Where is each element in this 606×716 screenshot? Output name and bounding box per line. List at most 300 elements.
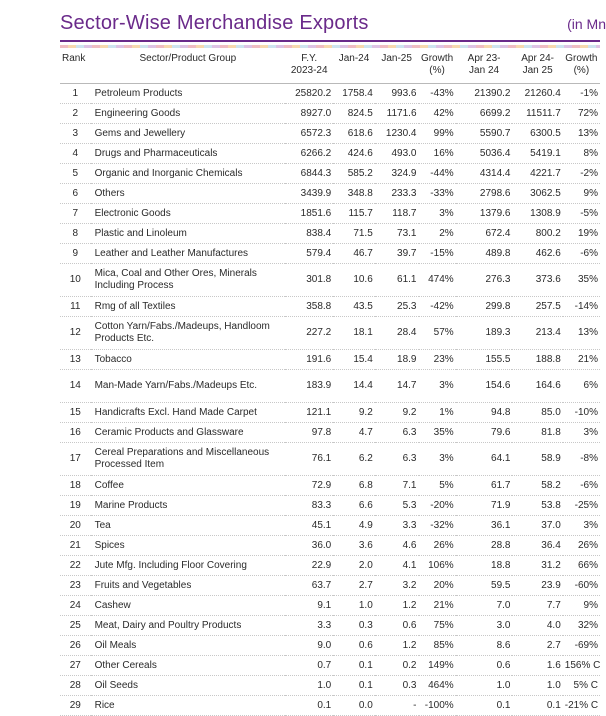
table-row	[60, 696, 600, 716]
fy-2023-24-cell: 0.7	[285, 656, 333, 676]
table-row	[60, 596, 600, 616]
apr23-jan24-cell: 64.1	[456, 443, 513, 476]
apr23-jan24-cell: 59.5	[456, 576, 513, 596]
growth-monthly-cell: 149%	[419, 656, 456, 676]
jan-25-cell: 73.1	[375, 224, 419, 244]
page-title: Sector-Wise Merchandise Exports	[60, 12, 369, 34]
jan-25-cell: 3.2	[375, 576, 419, 596]
growth-monthly-cell: 474%	[419, 264, 456, 297]
jan-24-cell: 0.6	[333, 636, 375, 656]
fy-2023-24-cell: 83.3	[285, 496, 333, 516]
rank-cell: 2	[60, 104, 91, 124]
growth-monthly-cell: -43%	[419, 84, 456, 104]
growth-cumulative-cell: 66%	[563, 556, 600, 576]
jan-25-cell: 18.9	[375, 350, 419, 370]
fy-2023-24-cell: 227.2	[285, 317, 333, 350]
growth-monthly-cell: 5%	[419, 476, 456, 496]
growth-cumulative-cell: 3%	[563, 516, 600, 536]
jan-25-cell: 7.1	[375, 476, 419, 496]
growth-cumulative-cell: -69%	[563, 636, 600, 656]
rank-cell: 8	[60, 224, 91, 244]
growth-monthly-cell: 2%	[419, 224, 456, 244]
sector-cell: Oil Meals	[91, 636, 286, 656]
apr24-jan25-cell: 1308.9	[512, 204, 562, 224]
apr24-jan25-cell: 188.8	[512, 350, 562, 370]
apr24-jan25-cell: 257.5	[512, 297, 562, 317]
fy-2023-24-cell: 9.1	[285, 596, 333, 616]
fy-2023-24-cell: 63.7	[285, 576, 333, 596]
sector-cell: Ceramic Products and Glassware	[91, 423, 286, 443]
growth-cumulative-cell: 8%	[563, 144, 600, 164]
fy-2023-24-cell: 22.9	[285, 556, 333, 576]
jan-25-cell: 61.1	[375, 264, 419, 297]
growth-cumulative-cell: -5%	[563, 204, 600, 224]
apr24-jan25-cell: 164.6	[512, 370, 562, 403]
fy-2023-24-cell: 1.0	[285, 676, 333, 696]
jan-24-cell: 0.1	[333, 676, 375, 696]
apr24-jan25-cell: 3062.5	[512, 184, 562, 204]
sector-cell: Coffee	[91, 476, 286, 496]
growth-monthly-cell: 3%	[419, 443, 456, 476]
rank-cell: 29	[60, 696, 91, 716]
apr24-jan25-cell: 36.4	[512, 536, 562, 556]
sector-cell: Others	[91, 184, 286, 204]
growth-monthly-cell: 464%	[419, 676, 456, 696]
fy-2023-24-cell: 358.8	[285, 297, 333, 317]
apr23-jan24-cell: 94.8	[456, 403, 513, 423]
growth-cumulative-cell: -1%	[563, 84, 600, 104]
apr24-jan25-cell: 1.6	[512, 656, 562, 676]
growth-monthly-cell: 35%	[419, 423, 456, 443]
growth-monthly-cell: 23%	[419, 350, 456, 370]
growth-cumulative-cell: 9%	[563, 184, 600, 204]
jan-24-cell: 71.5	[333, 224, 375, 244]
table-row	[60, 443, 600, 476]
jan-25-cell: 3.3	[375, 516, 419, 536]
header-growth-monthly: Growth (%)	[419, 50, 456, 84]
rank-cell: 25	[60, 616, 91, 636]
table-body	[60, 84, 600, 716]
jan-24-cell: 115.7	[333, 204, 375, 224]
jan-25-cell: -	[375, 696, 419, 716]
rank-cell: 15	[60, 403, 91, 423]
header-row	[60, 50, 600, 84]
apr23-jan24-cell: 71.9	[456, 496, 513, 516]
apr23-jan24-cell: 4314.4	[456, 164, 513, 184]
growth-cumulative-cell: 6%	[563, 370, 600, 403]
apr24-jan25-cell: 58.2	[512, 476, 562, 496]
sector-cell: Engineering Goods	[91, 104, 286, 124]
jan-24-cell: 10.6	[333, 264, 375, 297]
fy-2023-24-cell: 3.3	[285, 616, 333, 636]
jan-25-cell: 118.7	[375, 204, 419, 224]
fy-2023-24-cell: 45.1	[285, 516, 333, 536]
sector-cell: Petroleum Products	[91, 84, 286, 104]
growth-cumulative-cell: 3%	[563, 423, 600, 443]
fy-2023-24-cell: 6266.2	[285, 144, 333, 164]
rank-cell: 28	[60, 676, 91, 696]
sector-cell: Spices	[91, 536, 286, 556]
apr23-jan24-cell: 5590.7	[456, 124, 513, 144]
rank-cell: 20	[60, 516, 91, 536]
table-row	[60, 676, 600, 696]
growth-monthly-cell: 57%	[419, 317, 456, 350]
jan-24-cell: 1758.4	[333, 84, 375, 104]
jan-24-cell: 0.3	[333, 616, 375, 636]
apr24-jan25-cell: 53.8	[512, 496, 562, 516]
fy-2023-24-cell: 6844.3	[285, 164, 333, 184]
fy-2023-24-cell: 121.1	[285, 403, 333, 423]
growth-cumulative-cell: -60%	[563, 576, 600, 596]
apr23-jan24-cell: 28.8	[456, 536, 513, 556]
apr24-jan25-cell: 373.6	[512, 264, 562, 297]
jan-25-cell: 1.2	[375, 596, 419, 616]
jan-24-cell: 585.2	[333, 164, 375, 184]
table-row	[60, 244, 600, 264]
jan-24-cell: 6.8	[333, 476, 375, 496]
table-row	[60, 536, 600, 556]
apr24-jan25-cell: 21260.4	[512, 84, 562, 104]
sector-cell: Other Cereals	[91, 656, 286, 676]
growth-cumulative-cell: 156% C	[563, 656, 600, 676]
growth-monthly-cell: 42%	[419, 104, 456, 124]
jan-24-cell: 14.4	[333, 370, 375, 403]
growth-cumulative-cell: 32%	[563, 616, 600, 636]
fy-2023-24-cell: 579.4	[285, 244, 333, 264]
rank-cell: 26	[60, 636, 91, 656]
table-row	[60, 556, 600, 576]
rank-cell: 14	[60, 370, 91, 403]
rank-cell: 1	[60, 84, 91, 104]
sector-cell: Electronic Goods	[91, 204, 286, 224]
unit-label: (in Mn	[567, 16, 606, 32]
jan-24-cell: 6.6	[333, 496, 375, 516]
growth-monthly-cell: 75%	[419, 616, 456, 636]
sector-cell: Cotton Yarn/Fabs./Madeups, Handloom Products Etc.	[91, 317, 286, 350]
header-apr23-jan24: Apr 23- Jan 24	[456, 50, 513, 84]
table-row	[60, 636, 600, 656]
rank-cell: 23	[60, 576, 91, 596]
table-row	[60, 84, 600, 104]
growth-cumulative-cell: 72%	[563, 104, 600, 124]
jan-25-cell: 0.6	[375, 616, 419, 636]
apr24-jan25-cell: 58.9	[512, 443, 562, 476]
fy-2023-24-cell: 97.8	[285, 423, 333, 443]
apr24-jan25-cell: 800.2	[512, 224, 562, 244]
apr24-jan25-cell: 213.4	[512, 317, 562, 350]
growth-monthly-cell: 21%	[419, 596, 456, 616]
apr23-jan24-cell: 276.3	[456, 264, 513, 297]
growth-monthly-cell: 106%	[419, 556, 456, 576]
jan-25-cell: 0.3	[375, 676, 419, 696]
fy-2023-24-cell: 76.1	[285, 443, 333, 476]
apr24-jan25-cell: 2.7	[512, 636, 562, 656]
sector-cell: Rice	[91, 696, 286, 716]
jan-24-cell: 618.6	[333, 124, 375, 144]
table-row	[60, 184, 600, 204]
jan-25-cell: 9.2	[375, 403, 419, 423]
header-growth-cumulative: Growth (%)	[563, 50, 600, 84]
fy-2023-24-cell: 1851.6	[285, 204, 333, 224]
sector-cell: Organic and Inorganic Chemicals	[91, 164, 286, 184]
apr24-jan25-cell: 462.6	[512, 244, 562, 264]
table-row	[60, 496, 600, 516]
jan-25-cell: 6.3	[375, 443, 419, 476]
apr23-jan24-cell: 299.8	[456, 297, 513, 317]
jan-25-cell: 6.3	[375, 423, 419, 443]
table-row	[60, 204, 600, 224]
growth-monthly-cell: 26%	[419, 536, 456, 556]
rank-cell: 11	[60, 297, 91, 317]
fy-2023-24-cell: 72.9	[285, 476, 333, 496]
rank-cell: 16	[60, 423, 91, 443]
jan-25-cell: 25.3	[375, 297, 419, 317]
apr23-jan24-cell: 2798.6	[456, 184, 513, 204]
sector-cell: Marine Products	[91, 496, 286, 516]
growth-cumulative-cell: 9%	[563, 596, 600, 616]
jan-25-cell: 324.9	[375, 164, 419, 184]
rank-cell: 19	[60, 496, 91, 516]
sector-cell: Gems and Jewellery	[91, 124, 286, 144]
apr24-jan25-cell: 31.2	[512, 556, 562, 576]
sector-cell: Plastic and Linoleum	[91, 224, 286, 244]
jan-25-cell: 28.4	[375, 317, 419, 350]
apr23-jan24-cell: 7.0	[456, 596, 513, 616]
fy-2023-24-cell: 6572.3	[285, 124, 333, 144]
growth-monthly-cell: 3%	[419, 370, 456, 403]
growth-monthly-cell: 20%	[419, 576, 456, 596]
jan-24-cell: 4.9	[333, 516, 375, 536]
jan-24-cell: 6.2	[333, 443, 375, 476]
table-row	[60, 656, 600, 676]
title-underline	[60, 40, 600, 42]
jan-25-cell: 5.3	[375, 496, 419, 516]
apr23-jan24-cell: 189.3	[456, 317, 513, 350]
sector-cell: Tobacco	[91, 350, 286, 370]
apr23-jan24-cell: 0.1	[456, 696, 513, 716]
growth-cumulative-cell: -21% C	[563, 696, 600, 716]
table-row	[60, 576, 600, 596]
growth-monthly-cell: 1%	[419, 403, 456, 423]
table-row	[60, 264, 600, 297]
table-row	[60, 317, 600, 350]
rank-cell: 17	[60, 443, 91, 476]
table-row	[60, 124, 600, 144]
apr23-jan24-cell: 489.8	[456, 244, 513, 264]
apr23-jan24-cell: 1379.6	[456, 204, 513, 224]
apr23-jan24-cell: 155.5	[456, 350, 513, 370]
sector-cell: Tea	[91, 516, 286, 536]
jan-24-cell: 348.8	[333, 184, 375, 204]
title-bar	[60, 10, 606, 40]
fy-2023-24-cell: 301.8	[285, 264, 333, 297]
growth-cumulative-cell: -25%	[563, 496, 600, 516]
apr24-jan25-cell: 7.7	[512, 596, 562, 616]
apr23-jan24-cell: 79.6	[456, 423, 513, 443]
header-sector: Sector/Product Group	[91, 50, 286, 84]
growth-cumulative-cell: 21%	[563, 350, 600, 370]
jan-24-cell: 43.5	[333, 297, 375, 317]
growth-cumulative-cell: -14%	[563, 297, 600, 317]
apr24-jan25-cell: 4.0	[512, 616, 562, 636]
sector-cell: Drugs and Pharmaceuticals	[91, 144, 286, 164]
apr23-jan24-cell: 3.0	[456, 616, 513, 636]
apr23-jan24-cell: 21390.2	[456, 84, 513, 104]
header-fy: F.Y. 2023-24	[285, 50, 333, 84]
growth-cumulative-cell: -2%	[563, 164, 600, 184]
table-row	[60, 350, 600, 370]
jan-24-cell: 3.6	[333, 536, 375, 556]
apr24-jan25-cell: 23.9	[512, 576, 562, 596]
apr24-jan25-cell: 5419.1	[512, 144, 562, 164]
header-rank: Rank	[60, 50, 91, 84]
table-row	[60, 104, 600, 124]
apr24-jan25-cell: 85.0	[512, 403, 562, 423]
sector-cell: Handicrafts Excl. Hand Made Carpet	[91, 403, 286, 423]
growth-monthly-cell: -32%	[419, 516, 456, 536]
apr24-jan25-cell: 6300.5	[512, 124, 562, 144]
sector-cell: Oil Seeds	[91, 676, 286, 696]
table-row	[60, 224, 600, 244]
table-row	[60, 403, 600, 423]
apr23-jan24-cell: 672.4	[456, 224, 513, 244]
jan-24-cell: 46.7	[333, 244, 375, 264]
jan-24-cell: 0.0	[333, 696, 375, 716]
rank-cell: 7	[60, 204, 91, 224]
table-row	[60, 370, 600, 403]
jan-25-cell: 39.7	[375, 244, 419, 264]
fy-2023-24-cell: 0.1	[285, 696, 333, 716]
jan-25-cell: 1.2	[375, 636, 419, 656]
growth-monthly-cell: -15%	[419, 244, 456, 264]
jan-25-cell: 14.7	[375, 370, 419, 403]
growth-cumulative-cell: 26%	[563, 536, 600, 556]
growth-monthly-cell: -44%	[419, 164, 456, 184]
apr24-jan25-cell: 0.1	[512, 696, 562, 716]
jan-24-cell: 4.7	[333, 423, 375, 443]
rank-cell: 22	[60, 556, 91, 576]
rank-cell: 5	[60, 164, 91, 184]
fy-2023-24-cell: 25820.2	[285, 84, 333, 104]
jan-24-cell: 1.0	[333, 596, 375, 616]
apr24-jan25-cell: 37.0	[512, 516, 562, 536]
apr23-jan24-cell: 6699.2	[456, 104, 513, 124]
rank-cell: 13	[60, 350, 91, 370]
apr23-jan24-cell: 61.7	[456, 476, 513, 496]
table-row	[60, 423, 600, 443]
growth-monthly-cell: 99%	[419, 124, 456, 144]
apr23-jan24-cell: 18.8	[456, 556, 513, 576]
rank-cell: 12	[60, 317, 91, 350]
jan-24-cell: 424.6	[333, 144, 375, 164]
fy-2023-24-cell: 183.9	[285, 370, 333, 403]
apr23-jan24-cell: 0.6	[456, 656, 513, 676]
rank-cell: 18	[60, 476, 91, 496]
sector-cell: Mica, Coal and Other Ores, Minerals Including Process	[91, 264, 286, 297]
jan-25-cell: 1230.4	[375, 124, 419, 144]
sector-cell: Rmg of all Textiles	[91, 297, 286, 317]
jan-25-cell: 1171.6	[375, 104, 419, 124]
rank-cell: 10	[60, 264, 91, 297]
sector-cell: Fruits and Vegetables	[91, 576, 286, 596]
jan-25-cell: 233.3	[375, 184, 419, 204]
jan-25-cell: 493.0	[375, 144, 419, 164]
table-row	[60, 297, 600, 317]
growth-cumulative-cell: 19%	[563, 224, 600, 244]
sector-cell: Leather and Leather Manufactures	[91, 244, 286, 264]
fy-2023-24-cell: 8927.0	[285, 104, 333, 124]
growth-cumulative-cell: -6%	[563, 244, 600, 264]
fy-2023-24-cell: 3439.9	[285, 184, 333, 204]
jan-25-cell: 4.1	[375, 556, 419, 576]
sector-cell: Man-Made Yarn/Fabs./Madeups Etc.	[91, 370, 286, 403]
header-apr24-jan25: Apr 24- Jan 25	[512, 50, 562, 84]
growth-monthly-cell: 85%	[419, 636, 456, 656]
jan-24-cell: 2.0	[333, 556, 375, 576]
rank-cell: 9	[60, 244, 91, 264]
growth-monthly-cell: 3%	[419, 204, 456, 224]
table-row	[60, 616, 600, 636]
jan-25-cell: 0.2	[375, 656, 419, 676]
growth-cumulative-cell: 13%	[563, 317, 600, 350]
fy-2023-24-cell: 36.0	[285, 536, 333, 556]
growth-monthly-cell: -42%	[419, 297, 456, 317]
sector-cell: Meat, Dairy and Poultry Products	[91, 616, 286, 636]
decorative-dotted-rule	[60, 45, 600, 48]
jan-24-cell: 15.4	[333, 350, 375, 370]
apr23-jan24-cell: 36.1	[456, 516, 513, 536]
rank-cell: 4	[60, 144, 91, 164]
rank-cell: 24	[60, 596, 91, 616]
apr23-jan24-cell: 8.6	[456, 636, 513, 656]
fy-2023-24-cell: 9.0	[285, 636, 333, 656]
fy-2023-24-cell: 838.4	[285, 224, 333, 244]
jan-25-cell: 993.6	[375, 84, 419, 104]
fy-2023-24-cell: 191.6	[285, 350, 333, 370]
jan-24-cell: 18.1	[333, 317, 375, 350]
growth-cumulative-cell: -6%	[563, 476, 600, 496]
growth-cumulative-cell: 5% C	[563, 676, 600, 696]
sector-cell: Cereal Preparations and Miscellaneous Processed Item	[91, 443, 286, 476]
apr23-jan24-cell: 154.6	[456, 370, 513, 403]
exports-table	[60, 50, 600, 716]
header-jan24: Jan-24	[333, 50, 375, 84]
growth-cumulative-cell: -10%	[563, 403, 600, 423]
apr24-jan25-cell: 81.8	[512, 423, 562, 443]
growth-cumulative-cell: -8%	[563, 443, 600, 476]
jan-25-cell: 4.6	[375, 536, 419, 556]
apr23-jan24-cell: 5036.4	[456, 144, 513, 164]
growth-monthly-cell: -20%	[419, 496, 456, 516]
rank-cell: 21	[60, 536, 91, 556]
apr24-jan25-cell: 4221.7	[512, 164, 562, 184]
growth-cumulative-cell: 13%	[563, 124, 600, 144]
apr24-jan25-cell: 11511.7	[512, 104, 562, 124]
jan-24-cell: 0.1	[333, 656, 375, 676]
growth-cumulative-cell: 35%	[563, 264, 600, 297]
rank-cell: 6	[60, 184, 91, 204]
sector-cell: Jute Mfg. Including Floor Covering	[91, 556, 286, 576]
table-row	[60, 164, 600, 184]
sector-cell: Cashew	[91, 596, 286, 616]
table-row	[60, 144, 600, 164]
table-row	[60, 476, 600, 496]
growth-monthly-cell: -100%	[419, 696, 456, 716]
jan-24-cell: 2.7	[333, 576, 375, 596]
table-row	[60, 516, 600, 536]
jan-24-cell: 9.2	[333, 403, 375, 423]
header-jan25: Jan-25	[375, 50, 419, 84]
